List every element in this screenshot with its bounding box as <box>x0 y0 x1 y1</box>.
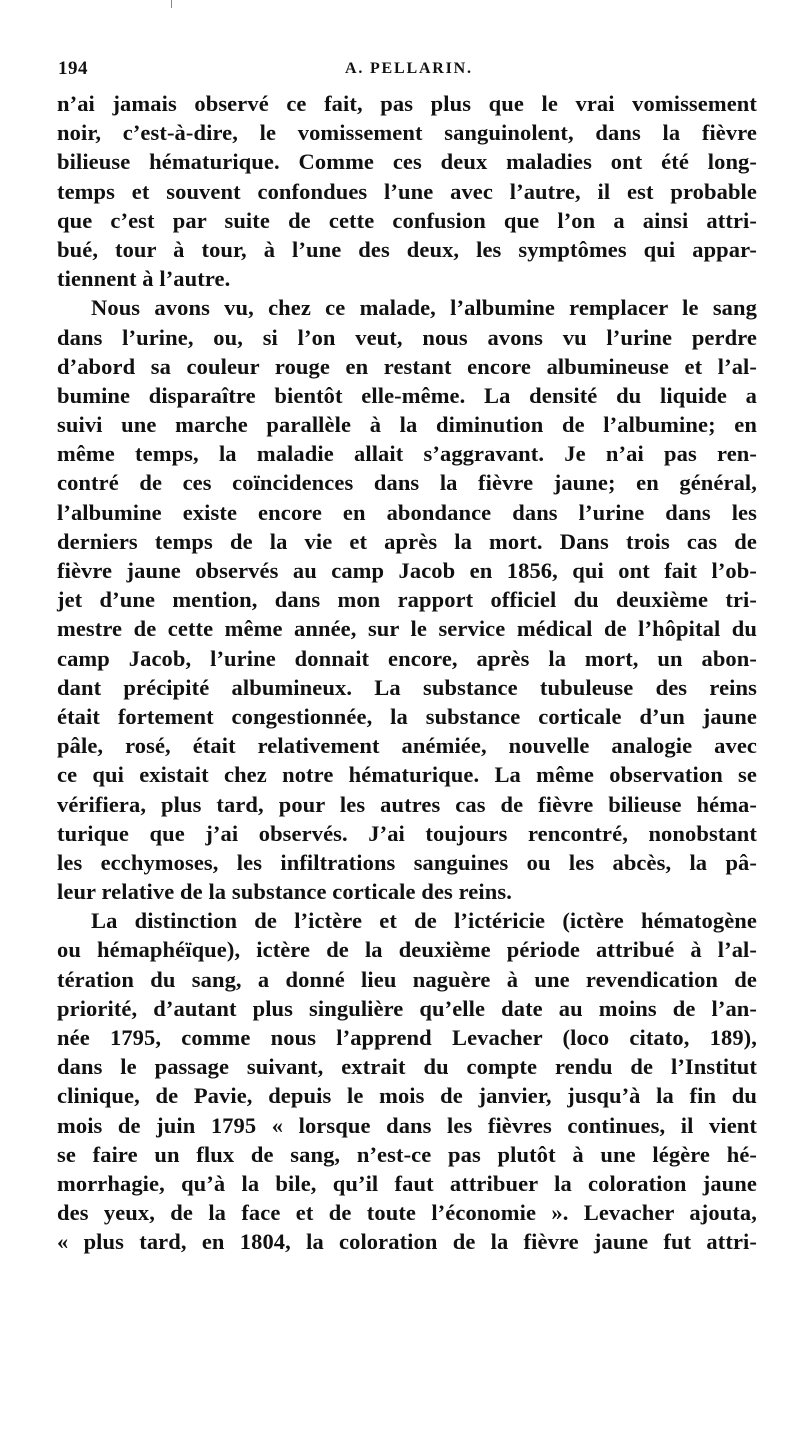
text-line: jet d’une mention, dans mon rapport officiel du deuxième tri- <box>57 587 757 613</box>
text-line: les ecchymoses, les infiltrations sanguines ou les abcès, la pâ- <box>57 849 757 875</box>
running-head: A. PELLARIN. <box>345 60 473 77</box>
text-line: Nous avons vu, chez ce malade, l’albumine remplacer le sang <box>91 295 757 321</box>
text-line: « plus tard, en 1804, la coloration de la fièvre jaune fut attri- <box>57 1229 757 1255</box>
page-header <box>58 58 755 84</box>
text-line: bumine disparaître bientôt elle-même. La densité du liquide a <box>57 382 757 408</box>
text-line: morrhagie, qu’à la bile, qu’il faut attribuer la coloration jaune <box>57 1170 757 1196</box>
text-line: n’ai jamais observé ce fait, pas plus que le vrai vomissement <box>57 91 757 116</box>
text-line: dans l’urine, ou, si l’on veut, nous avons vu l’urine perdre <box>57 324 757 350</box>
text-line: contré de ces coïncidences dans la fièvre jaune; en général, <box>57 470 757 496</box>
text-line: clinique, de Pavie, depuis le mois de janvier, jusqu’à la fin du <box>57 1083 757 1109</box>
text-line: que c’est par suite de cette confusion que l’on a ainsi attri- <box>57 207 757 233</box>
text-line: née 1795, comme nous l’apprend Levacher (loco citato, 189), <box>57 1025 757 1050</box>
text-line: l’albumine existe encore en abondance dans l’urine dans les <box>57 499 757 525</box>
text-line: ce qui existait chez notre hématurique. La même observation se <box>57 762 757 788</box>
text-line: priorité, d’autant plus singulière qu’elle date au moins de l’an- <box>57 995 757 1021</box>
text-line: temps et souvent confondues l’une avec l’autre, il est probable <box>57 178 757 204</box>
text-line: vérifiera, plus tard, pour les autres cas de fièvre bilieuse héma- <box>57 791 757 817</box>
text-line: tiennent à l’autre. <box>57 266 231 292</box>
text-line: se faire un flux de sang, n’est-ce pas plutôt à une légère hé- <box>57 1141 757 1167</box>
text-line: dant précipité albumineux. La substance tubuleuse des reins <box>57 674 757 700</box>
text-line: noir, c’est-à-dire, le vomissement sanguinolent, dans la fièvre <box>57 120 757 146</box>
text-line: dans le passage suivant, extrait du compte rendu de l’Institut <box>57 1054 757 1080</box>
text-line: turique que j’ai observés. J’ai toujours rencontré, nonobstant <box>57 820 757 846</box>
text-line: derniers temps de la vie et après la mort. Dans trois cas de <box>57 528 757 554</box>
page-number: 194 <box>58 58 88 79</box>
body-text <box>57 89 757 1257</box>
text-line: était fortement congestionnée, la substance corticale d’un jaune <box>57 703 757 729</box>
text-line: d’abord sa couleur rouge en restant encore albumineuse et l’al- <box>57 353 757 379</box>
scan-mark <box>171 0 172 8</box>
text-line: bué, tour à tour, à l’une des deux, les symptômes qui appar- <box>57 236 757 262</box>
text-line: ou hémaphéïque), ictère de la deuxième période attribué à l’al- <box>57 937 757 963</box>
text-line: mois de juin 1795 « lorsque dans les fièvres continues, il vient <box>57 1112 757 1138</box>
text-line: même temps, la maladie allait s’aggravant. Je n’ai pas ren- <box>57 441 757 467</box>
text-line: des yeux, de la face et de toute l’économie ». Levacher ajouta, <box>57 1200 757 1226</box>
text-line: fièvre jaune observés au camp Jacob en 1856, qui ont fait l’ob- <box>57 558 757 583</box>
text-line: bilieuse hématurique. Comme ces deux maladies ont été long- <box>57 149 757 175</box>
text-line: tération du sang, a donné lieu naguère à une revendication de <box>57 966 757 992</box>
text-line: camp Jacob, l’urine donnait encore, après la mort, un abon- <box>57 645 757 671</box>
text-line: suivi une marche parallèle à la diminution de l’albumine; en <box>57 412 757 438</box>
text-line: mestre de cette même année, sur le service médical de l’hôpital du <box>57 616 757 642</box>
text-line: La distinction de l’ictère et de l’ictéricie (ictère hématogène <box>91 908 757 934</box>
text-line: leur relative de la substance corticale des reins. <box>57 879 512 905</box>
text-line: pâle, rosé, était relativement anémiée, nouvelle analogie avec <box>57 733 757 759</box>
